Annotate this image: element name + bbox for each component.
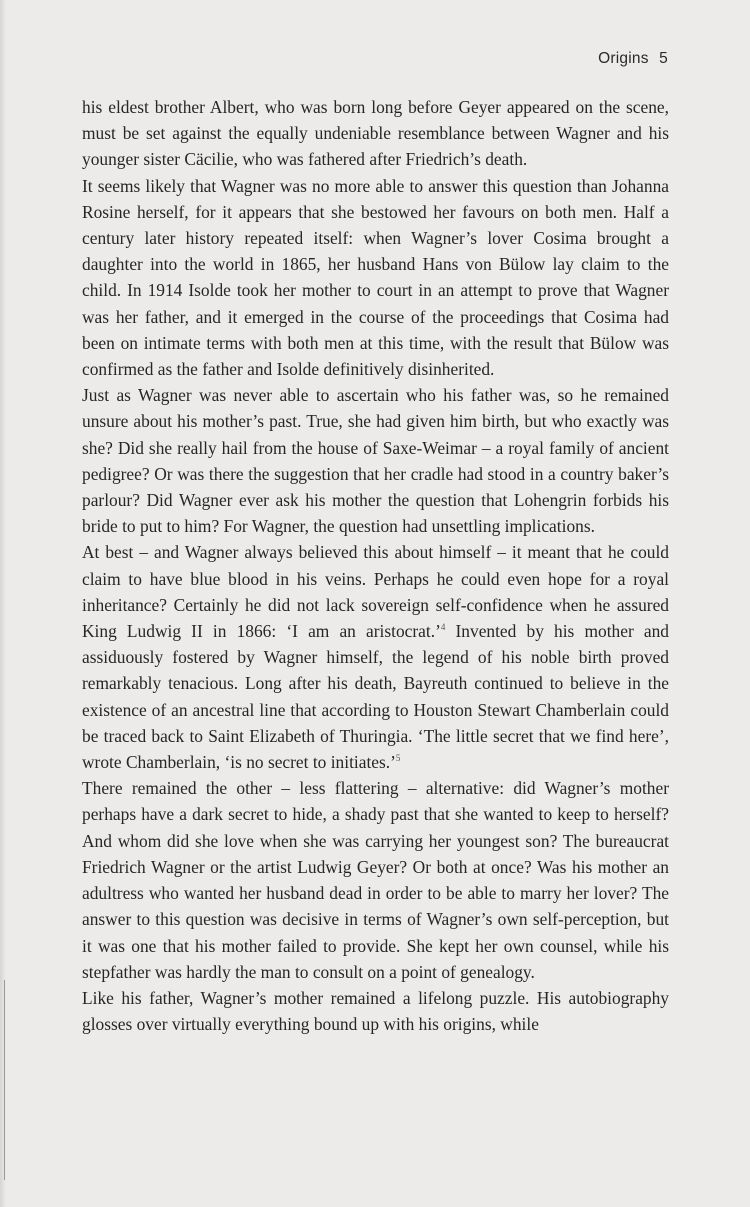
paragraph: [82, 382, 669, 539]
running-head-title: Origins: [598, 50, 649, 67]
paragraph: [82, 775, 669, 985]
paragraph-text: There remained the other – less flattering – alternative: did Wagner’s mother perhaps have a dark secret to hide, a shady past that she wanted to keep to herself? And whom did she love when she was carrying her youngest son? The bureaucrat Friedrich Wagner or the artist Ludwig Geyer? Or both at once? Was his mother an adultress who wanted her husband dead in order to be able to marry her lover? The answer to this question was decisive in terms of Wagner’s own self-perception, but it was one that his mother failed to provide. She kept her own counsel, while his stepfather was hardly the man to consult on a point of genealogy.: [82, 778, 669, 982]
page-edge-shadow: [0, 0, 6, 1207]
paragraph: [82, 94, 669, 173]
page-number: 5: [659, 50, 668, 67]
paragraph: [82, 985, 669, 1037]
footnote-reference: 4: [440, 622, 446, 633]
paragraph: [82, 173, 669, 383]
paragraph: [82, 539, 669, 775]
footnote-reference: 5: [395, 753, 401, 764]
paragraph-text: Invented by his mother and assiduously fostered by Wagner himself, the legend of his noble birth proved remarkably tenacious. Long after his death, Bayreuth continued to believe in the existence of an ancestral line that according to Houston Stewart Chamberlain could be traced back to Saint Elizabeth of Thuringia. ‘The little secret that we find here’, wrote Chamberlain, ‘is no secret to initiates.’: [82, 621, 669, 773]
running-head: [598, 50, 668, 68]
body-text: [82, 94, 669, 1037]
paragraph-text: his eldest brother Albert, who was born long before Geyer appeared on the scene, must be set against the equally undeniable resemblance between Wagner and his younger sister Cäcilie, who was fathered after Friedrich’s death.: [82, 97, 669, 170]
paragraph-text: Just as Wagner was never able to ascertain who his father was, so he remained unsure about his mother’s past. True, she had given him birth, but who exactly was she? Did she really hail from the house of Saxe-Weimar – a royal family of ancient pedigree? Or was there the suggestion that her cradle had stood in a country baker’s parlour? Did Wagner ever ask his mother the question that Lohengrin forbids his bride to put to him? For Wagner, the question had unsettling implications.: [82, 385, 669, 537]
paragraph-text: It seems likely that Wagner was no more able to answer this question than Johanna Rosine herself, for it appears that she bestowed her favours on both men. Half a century later history repeated itself: when Wagner’s lover Cosima brought a daughter into the world in 1865, her husband Hans von Bülow lay claim to the child. In 1914 Isolde took her mother to court in an attempt to prove that Wagner was her father, and it emerged in the course of the proceedings that Cosima had been on intimate terms with both men at this time, with the result that Bülow was confirmed as the father and Isolde definitively disinherited.: [82, 175, 669, 380]
gutter-line: [4, 980, 5, 1180]
paragraph-text: At best – and Wagner always believed this about himself – it meant that he could claim to have blue blood in his veins. Perhaps he could even hope for a royal inheritance? Certainly he did not lack sovereign self-confidence when he assured King Ludwig II in 1866: ‘I am an aristocrat.’: [82, 542, 669, 642]
paragraph-text: Like his father, Wagner’s mother remained a lifelong puzzle. His autobiography glosses over virtually everything bound up with his origins, while: [82, 987, 669, 1035]
